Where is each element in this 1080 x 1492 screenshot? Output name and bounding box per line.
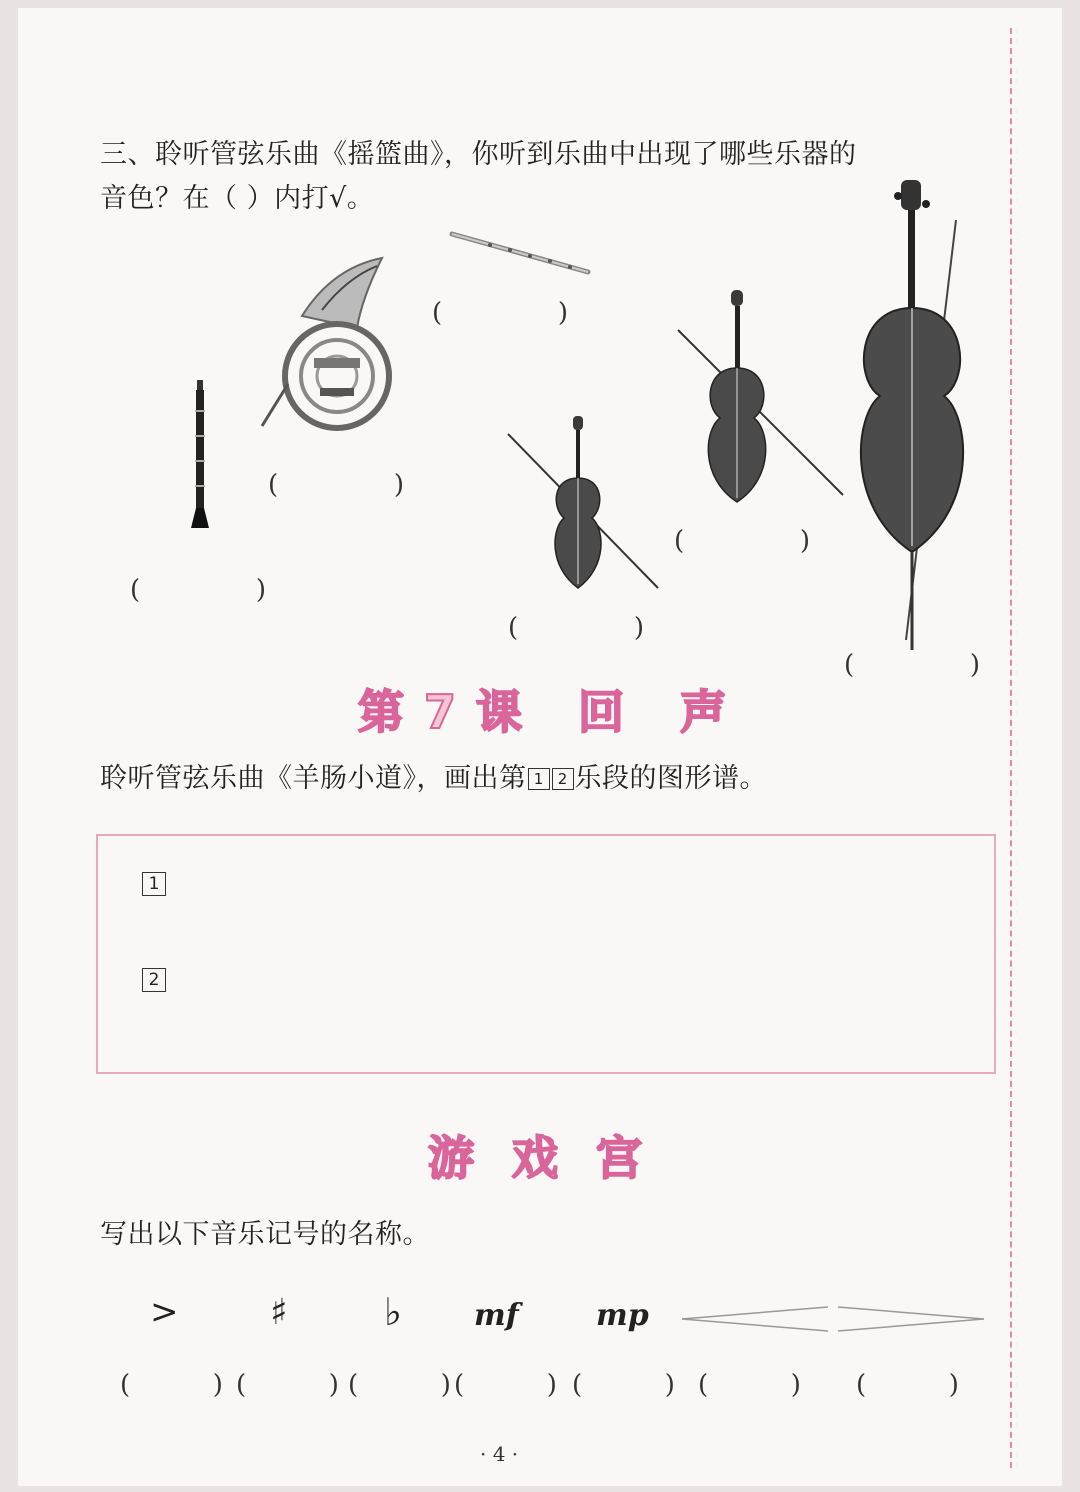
segment-1-label: 1 xyxy=(142,872,166,896)
mezzo-forte-symbol: mf xyxy=(474,1298,519,1333)
fold-dashed-line xyxy=(1010,28,1012,1468)
flute-image xyxy=(450,230,592,278)
segment-2-label: 2 xyxy=(142,968,166,992)
mezzo-piano-symbol: mp xyxy=(596,1298,649,1333)
decrescendo-symbol xyxy=(836,1304,986,1334)
lesson7-title: 第 7 课 回 声 xyxy=(358,685,729,739)
crescendo-answer-bracket[interactable]: ( ) xyxy=(698,1370,801,1400)
accent-answer-bracket[interactable]: ( ) xyxy=(120,1370,223,1400)
viola-image xyxy=(678,290,848,510)
section3-question-line2: 音色？在（ ）内打√。 xyxy=(100,183,375,214)
segment-1-inline-label: 1 xyxy=(528,768,550,790)
clarinet-answer-bracket[interactable]: ( ) xyxy=(130,575,266,605)
french-horn-image xyxy=(262,258,392,443)
flute-answer-bracket[interactable]: ( ) xyxy=(432,298,568,328)
mezzo-forte-answer-bracket[interactable]: ( ) xyxy=(454,1370,557,1400)
cello-answer-bracket[interactable]: ( ) xyxy=(844,650,980,680)
segment-2-inline-label: 2 xyxy=(552,768,574,790)
lesson7-instruction-post: 乐段的图形谱。 xyxy=(574,763,767,794)
violin-image xyxy=(508,416,668,596)
workbook-page xyxy=(18,8,1062,1486)
viola-answer-bracket[interactable]: ( ) xyxy=(674,526,810,556)
game-palace-title: 游 戏 宫 xyxy=(428,1131,645,1185)
sharp-symbol: ♯ xyxy=(270,1292,288,1333)
flat-answer-bracket[interactable]: ( ) xyxy=(348,1370,451,1400)
lesson7-instruction xyxy=(100,762,767,796)
crescendo-symbol xyxy=(680,1304,830,1334)
violin-answer-bracket[interactable]: ( ) xyxy=(508,613,644,643)
flat-symbol: ♭ xyxy=(384,1290,402,1334)
clarinet-image xyxy=(188,380,212,530)
game-instruction: 写出以下音乐记号的名称。 xyxy=(100,1219,430,1250)
page-number: · 4 · xyxy=(480,1442,519,1466)
lesson7-instruction-pre: 聆听管弦乐曲《羊肠小道》，画出第 xyxy=(100,763,527,794)
graphic-score-drawing-area[interactable] xyxy=(96,834,996,1074)
accent-symbol: > xyxy=(150,1292,179,1332)
mezzo-piano-answer-bracket[interactable]: ( ) xyxy=(572,1370,675,1400)
sharp-answer-bracket[interactable]: ( ) xyxy=(236,1370,339,1400)
french-horn-answer-bracket[interactable]: ( ) xyxy=(268,470,404,500)
decrescendo-answer-bracket[interactable]: ( ) xyxy=(856,1370,959,1400)
cello-image xyxy=(846,180,996,650)
section3-question-line1: 三、聆听管弦乐曲《摇篮曲》，你听到乐曲中出现了哪些乐器的 xyxy=(100,139,857,170)
